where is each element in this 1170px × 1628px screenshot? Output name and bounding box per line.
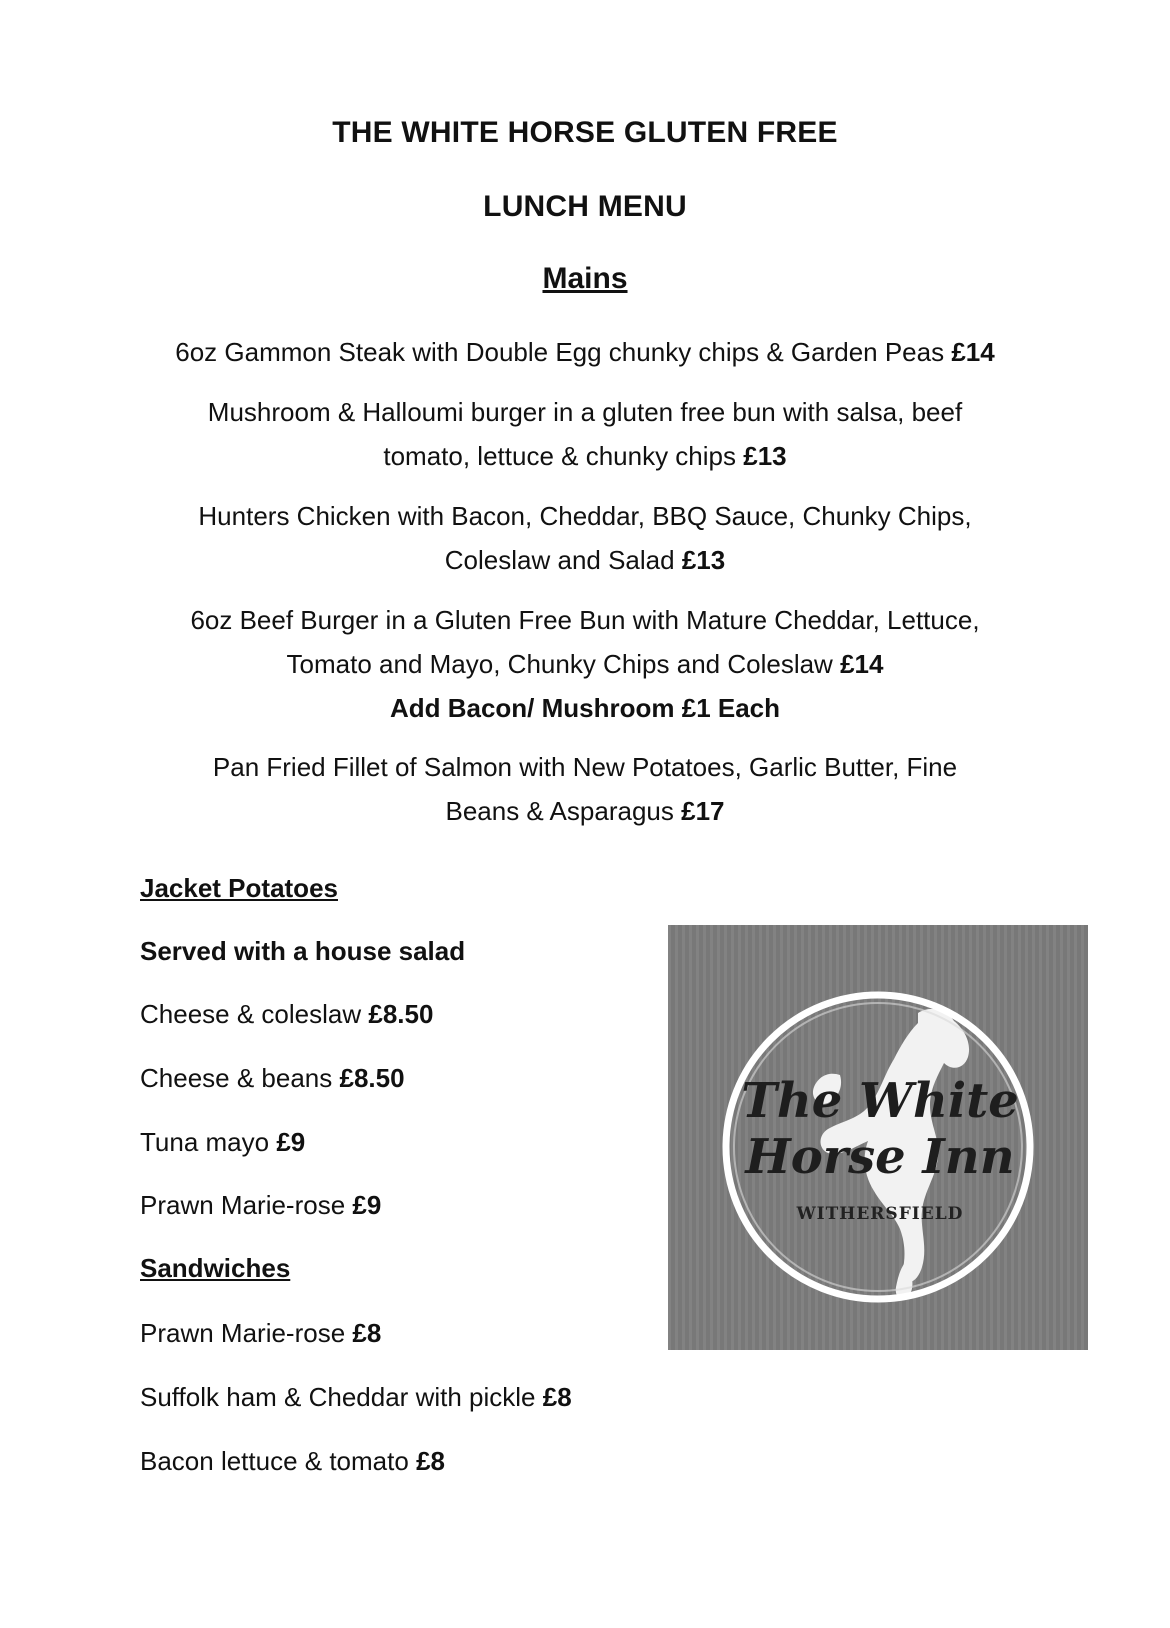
item-description: Hunters Chicken with Bacon, Cheddar, BBQ Sauce, Chunky Chips, xyxy=(198,501,972,531)
item-price: £13 xyxy=(681,545,726,575)
item-price: £8 xyxy=(542,1382,572,1412)
item-price: £14 xyxy=(951,337,995,367)
item-name: Cheese & coleslaw xyxy=(140,999,362,1029)
item-name: Tuna mayo xyxy=(140,1127,270,1157)
white-horse-inn-logo xyxy=(668,925,1088,1350)
logo-place: WITHERSFIELD xyxy=(796,1204,964,1224)
item-description: Tomato and Mayo, Chunky Chips and Coleslaw xyxy=(286,649,833,679)
item-name: Prawn Marie-rose xyxy=(140,1190,346,1220)
item-name: Cheese & beans xyxy=(140,1063,333,1093)
mains-item xyxy=(0,330,1170,374)
item-description: Pan Fried Fillet of Salmon with New Potatoes, Garlic Butter, Fine xyxy=(212,752,958,782)
item-description: Mushroom & Halloumi burger in a gluten free bun with salsa, beef xyxy=(207,397,963,427)
item-price: £8 xyxy=(416,1446,445,1476)
mains-item xyxy=(0,494,1170,582)
item-name: Bacon lettuce & tomato xyxy=(140,1446,409,1476)
item-description: tomato, lettuce & chunky chips xyxy=(383,441,736,471)
jacket-item xyxy=(140,999,433,1030)
item-description: 6oz Gammon Steak with Double Egg chunky chips & Garden Peas xyxy=(175,337,945,367)
sandwiches-heading: Sandwiches xyxy=(140,1253,291,1283)
item-description: 6oz Beef Burger in a Gluten Free Bun with Mature Cheddar, Lettuce, xyxy=(190,605,980,635)
logo-text-line2: Horse Inn xyxy=(745,1129,1015,1185)
mains-item xyxy=(0,390,1170,478)
menu-subtitle: LUNCH MENU xyxy=(483,190,687,223)
jacket-item xyxy=(140,1063,405,1094)
item-price: £14 xyxy=(840,649,884,679)
sandwich-item xyxy=(140,1318,381,1349)
item-price: £17 xyxy=(681,796,725,826)
item-description: Coleslaw and Salad xyxy=(444,545,675,575)
item-name: Prawn Marie-rose xyxy=(140,1318,346,1348)
item-price: £9 xyxy=(276,1127,306,1157)
item-price: £8.50 xyxy=(368,999,434,1029)
jacket-item xyxy=(140,1127,305,1158)
item-price: £8.50 xyxy=(339,1063,405,1093)
mains-item xyxy=(0,745,1170,833)
mains-item xyxy=(0,598,1170,730)
item-price: £8 xyxy=(352,1318,382,1348)
item-price: £13 xyxy=(743,441,787,471)
item-extra: Add Bacon/ Mushroom £1 Each xyxy=(389,693,781,723)
jacket-potatoes-subheading: Served with a house salad xyxy=(140,936,466,966)
jacket-item xyxy=(140,1190,381,1221)
sandwich-item xyxy=(140,1446,445,1477)
item-description: Beans & Asparagus xyxy=(445,796,674,826)
logo-graphic xyxy=(668,925,1088,1350)
logo-text-line1: The White xyxy=(741,1073,1019,1129)
menu-title: THE WHITE HORSE GLUTEN FREE xyxy=(332,116,838,149)
item-price: £9 xyxy=(352,1190,382,1220)
jacket-potatoes-heading: Jacket Potatoes xyxy=(140,873,338,903)
sandwich-item xyxy=(140,1382,572,1413)
mains-heading: Mains xyxy=(542,262,628,295)
item-name: Suffolk ham & Cheddar with pickle xyxy=(140,1382,536,1412)
